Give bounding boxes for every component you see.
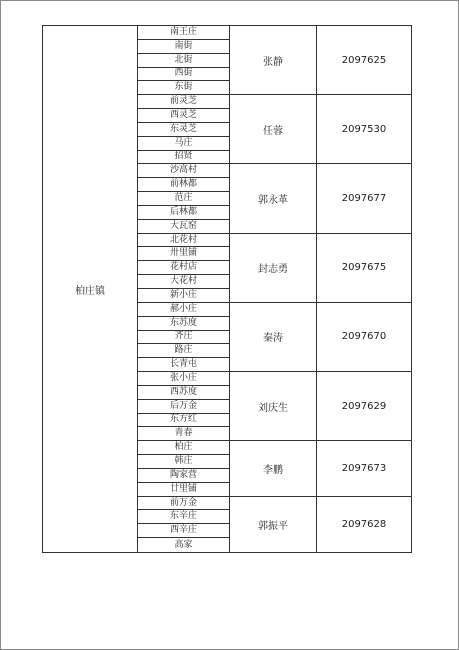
village-cell: 东灵芝 — [138, 123, 229, 137]
village-cell: 新小庄 — [138, 289, 229, 303]
village-cell: 范庄 — [138, 192, 229, 206]
village-cell: 大瓦窑 — [138, 220, 229, 234]
contact-person-cell: 秦涛 — [230, 303, 316, 372]
village-cell: 长青屯 — [138, 358, 229, 372]
village-column — [138, 26, 230, 552]
contact-person-cell: 李鹏 — [230, 441, 316, 496]
village-cell: 东辛庄 — [138, 510, 229, 524]
village-cell: 西辛庄 — [138, 524, 229, 538]
phone-column — [317, 26, 411, 552]
village-cell: 西灵芝 — [138, 109, 229, 123]
town-cell — [43, 26, 138, 552]
village-cell: 前林都 — [138, 178, 229, 192]
phone-number-cell: 2097673 — [317, 441, 411, 496]
village-cell: 郝小庄 — [138, 303, 229, 317]
village-cell: 大花村 — [138, 275, 229, 289]
village-cell: 马庄 — [138, 137, 229, 151]
village-cell: 招贤 — [138, 151, 229, 165]
village-cell: 齐庄 — [138, 331, 229, 345]
contact-person-cell: 任蓉 — [230, 95, 316, 164]
village-cell: 卅里铺 — [138, 247, 229, 261]
village-cell: 东街 — [138, 81, 229, 95]
village-cell: 北花村 — [138, 234, 229, 248]
contact-person-cell: 封志勇 — [230, 234, 316, 303]
village-cell: 张小庄 — [138, 372, 229, 386]
village-cell: 南王庄 — [138, 26, 229, 40]
village-cell: 前灵芝 — [138, 95, 229, 109]
phone-number-cell: 2097628 — [341, 518, 387, 530]
contact-person-cell: 刘庆生 — [230, 372, 316, 441]
village-cell: 后万金 — [138, 400, 229, 414]
phone-number-cell: 2097677 — [317, 164, 411, 233]
contact-person-cell: 郭永革 — [230, 164, 316, 233]
village-cell: 廿里铺 — [138, 483, 229, 497]
village-cell: 陶家营 — [138, 469, 229, 483]
village-cell: 花村店 — [138, 261, 229, 275]
village-cell: 柏庄 — [138, 441, 229, 455]
phone-number-cell: 2097629 — [317, 372, 411, 441]
village-cell: 后林都 — [138, 206, 229, 220]
village-cell: 路庄 — [138, 344, 229, 358]
village-cell: 西苏度 — [138, 386, 229, 400]
phone-number-cell: 2097625 — [317, 26, 411, 95]
village-cell: 韩庄 — [138, 455, 229, 469]
village-cell: 西街 — [138, 68, 229, 82]
village-cell: 青春 — [138, 427, 229, 441]
person-column — [230, 26, 317, 552]
village-cell: 南街 — [138, 40, 229, 54]
phone-number-cell: 2097670 — [317, 303, 411, 372]
village-cell: 北街 — [138, 54, 229, 68]
village-cell: 东苏度 — [138, 317, 229, 331]
phone-number-cell: 2097530 — [317, 95, 411, 164]
contact-person-cell: 张静 — [230, 26, 316, 95]
village-cell: 高家 — [174, 539, 193, 550]
village-cell: 东方红 — [138, 414, 229, 428]
phone-number-cell: 2097675 — [317, 234, 411, 303]
village-cell: 前万金 — [138, 497, 229, 511]
contact-table — [42, 25, 412, 553]
town-name: 柏庄镇 — [75, 285, 105, 297]
village-cell: 沙高村 — [138, 164, 229, 178]
contact-person-cell: 郭振平 — [258, 520, 288, 532]
